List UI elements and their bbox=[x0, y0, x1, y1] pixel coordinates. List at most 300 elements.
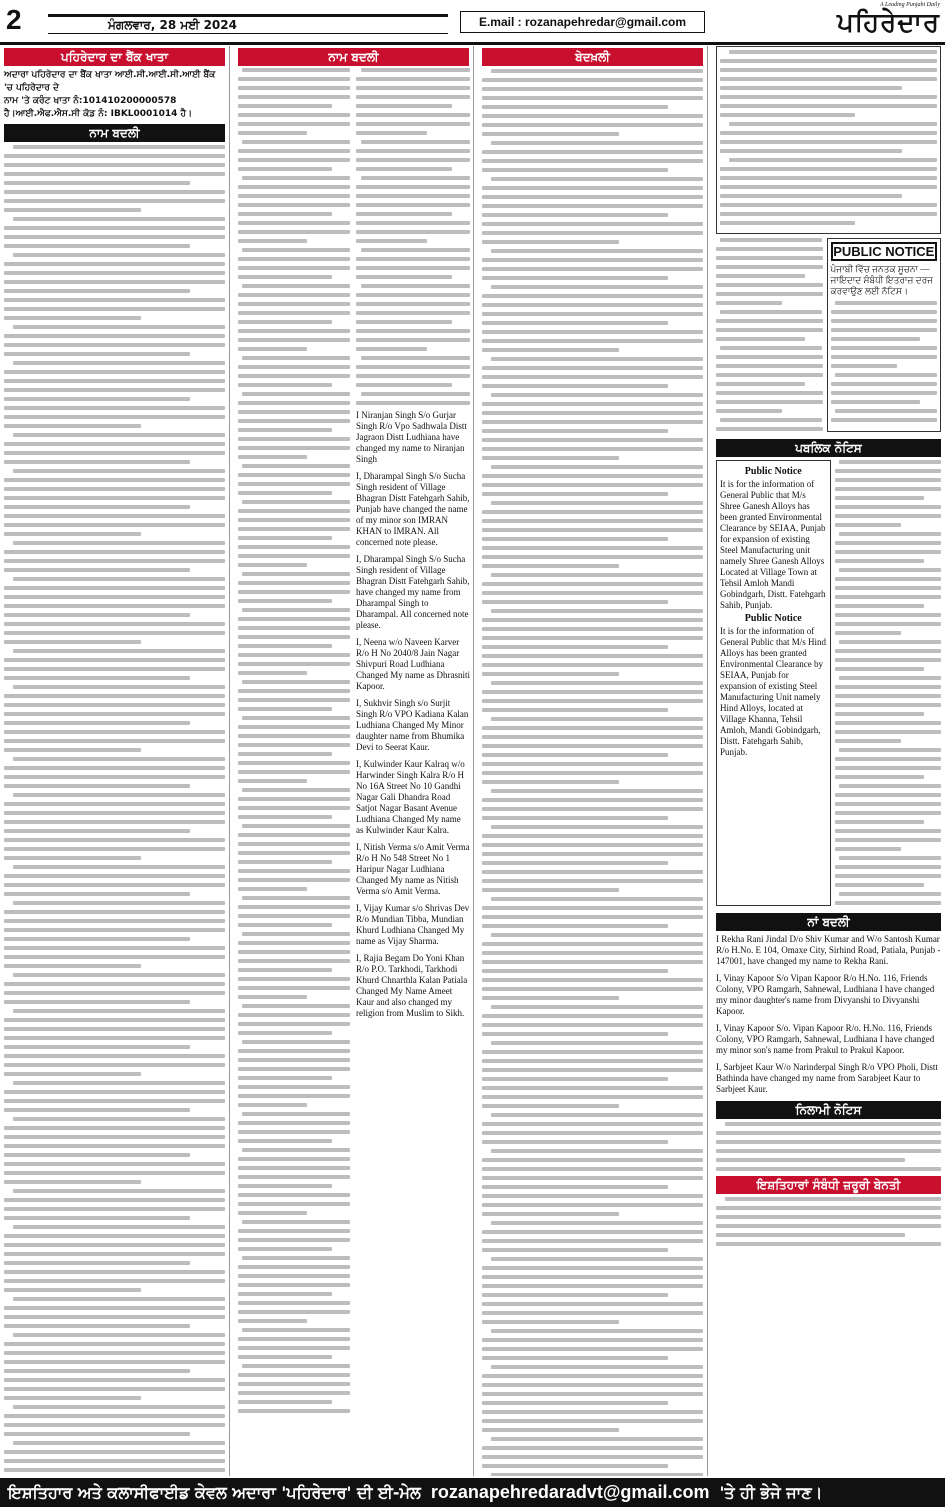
text-line bbox=[238, 1355, 332, 1359]
masthead-rule bbox=[0, 42, 945, 45]
text-line bbox=[482, 834, 703, 838]
text-line bbox=[238, 203, 350, 207]
text-line bbox=[238, 275, 332, 279]
text-line bbox=[238, 599, 332, 603]
name-change-heading-2: ਨਾਮ ਬਦਲੀ bbox=[238, 48, 469, 66]
text-line bbox=[482, 123, 703, 127]
text-line bbox=[238, 293, 350, 297]
text-line bbox=[238, 887, 307, 891]
text-line bbox=[482, 1446, 703, 1450]
text-line bbox=[356, 365, 470, 369]
text-line bbox=[729, 158, 937, 162]
text-line bbox=[720, 346, 822, 350]
text-line bbox=[4, 658, 225, 662]
text-line bbox=[482, 636, 703, 640]
text-line bbox=[238, 1229, 350, 1233]
text-line bbox=[13, 793, 225, 797]
text-line bbox=[482, 654, 703, 658]
text-line bbox=[482, 1392, 703, 1396]
text-line bbox=[482, 447, 703, 451]
text-line bbox=[482, 375, 703, 379]
text-line bbox=[835, 613, 942, 617]
text-line bbox=[482, 1131, 703, 1135]
text-line bbox=[242, 284, 350, 288]
text-line bbox=[482, 1419, 703, 1423]
text-line bbox=[482, 1185, 668, 1189]
text-line bbox=[238, 1085, 350, 1089]
text-line bbox=[716, 409, 782, 413]
text-line bbox=[835, 730, 942, 734]
page-number: 2 bbox=[6, 4, 22, 35]
text-line bbox=[491, 1437, 703, 1441]
english-notice: I, Vijay Kumar s/o Shrivas Dev R/o Mundian Tibba, Mundian Khurd Ludhiana Changed My name as Vijay Sharma. bbox=[356, 903, 470, 946]
text-line bbox=[4, 154, 225, 158]
text-line bbox=[238, 1193, 350, 1197]
text-line bbox=[482, 555, 703, 559]
text-line bbox=[720, 131, 937, 135]
text-line bbox=[835, 838, 942, 842]
text-line bbox=[835, 478, 942, 482]
text-line bbox=[242, 1364, 350, 1368]
text-line bbox=[716, 1158, 905, 1162]
text-line bbox=[361, 248, 470, 252]
text-line bbox=[13, 253, 225, 257]
logo-name: ਪਹਿਰੇਦਾਰ bbox=[837, 8, 940, 38]
bank-line-2: ਨਾਮ 'ਤੇ ਕਰੰਟ ਖਾਤਾ ਨੰ:101410200000578 bbox=[4, 96, 177, 106]
text-line bbox=[716, 265, 823, 269]
text-line bbox=[356, 194, 470, 198]
masthead bbox=[0, 0, 945, 42]
text-line bbox=[482, 87, 703, 91]
text-line bbox=[482, 924, 668, 928]
text-line bbox=[238, 1346, 350, 1350]
text-line bbox=[482, 951, 703, 955]
text-line bbox=[238, 1031, 332, 1035]
text-line bbox=[482, 1140, 668, 1144]
text-line bbox=[13, 1117, 225, 1121]
text-line bbox=[4, 1450, 225, 1454]
text-line bbox=[4, 811, 225, 815]
text-line bbox=[238, 410, 350, 414]
text-line bbox=[4, 883, 225, 887]
text-line bbox=[491, 357, 703, 361]
text-line bbox=[720, 194, 902, 198]
text-line bbox=[238, 644, 332, 648]
text-line bbox=[238, 113, 350, 117]
text-line bbox=[835, 487, 942, 491]
text-line bbox=[482, 114, 703, 118]
text-line bbox=[4, 460, 190, 464]
text-line bbox=[831, 418, 938, 422]
text-line bbox=[839, 640, 941, 644]
text-line bbox=[4, 1396, 141, 1400]
public-notice-title: PUBLIC NOTICE bbox=[831, 242, 938, 261]
english-notice: I, Neena w/o Naveen Karver R/o H No 2040/8 Jain Nagar Shivpuri Road Ludhiana Changed My name as Dhrasniti Kapoor. bbox=[356, 637, 470, 691]
text-line bbox=[482, 1239, 703, 1243]
text-line bbox=[238, 311, 350, 315]
text-line bbox=[482, 1356, 668, 1360]
text-line bbox=[482, 672, 619, 676]
text-line bbox=[482, 843, 703, 847]
text-line bbox=[835, 874, 942, 878]
text-line bbox=[4, 775, 225, 779]
footer-text-left: ਇਸ਼ਤਿਹਾਰ ਅਤੇ ਕਲਾਸੀਫਾਈਡ ਕੇਵਲ ਅਦਾਰਾ 'ਪਹਿਰੇਦਾਰ' ਦੀ ਈ-ਮੇਲ bbox=[8, 1483, 421, 1502]
text-line bbox=[720, 59, 937, 63]
text-line bbox=[13, 865, 225, 869]
text-line bbox=[720, 113, 855, 117]
text-line bbox=[4, 280, 225, 284]
text-line bbox=[831, 355, 938, 359]
text-line bbox=[238, 221, 350, 225]
english-notice: I, Nitish Verma s/o Amit Verma R/o H No 548 Street No 1 Haripur Nagar Ludhiana Changed My name as Nitish Verma s/o Amit Verma. bbox=[356, 842, 470, 896]
text-line bbox=[238, 1238, 350, 1242]
text-line bbox=[482, 996, 619, 1000]
text-line bbox=[720, 203, 937, 207]
text-line bbox=[356, 212, 452, 216]
text-line bbox=[4, 640, 141, 644]
text-line bbox=[4, 352, 190, 356]
text-line bbox=[4, 622, 225, 626]
text-line bbox=[482, 303, 703, 307]
text-line bbox=[835, 883, 924, 887]
text-line bbox=[482, 339, 703, 343]
text-line bbox=[13, 1009, 225, 1013]
text-line bbox=[238, 482, 350, 486]
text-line bbox=[4, 1288, 141, 1292]
text-line bbox=[482, 1095, 703, 1099]
text-line bbox=[835, 802, 942, 806]
text-line bbox=[482, 321, 668, 325]
text-line bbox=[482, 312, 703, 316]
text-line bbox=[238, 1049, 350, 1053]
text-line bbox=[238, 338, 350, 342]
text-line bbox=[238, 1103, 307, 1107]
text-line bbox=[238, 851, 350, 855]
text-line bbox=[482, 348, 619, 352]
text-line bbox=[482, 1068, 703, 1072]
text-line bbox=[238, 1301, 350, 1305]
text-line bbox=[720, 68, 937, 72]
text-line bbox=[720, 418, 822, 422]
text-line bbox=[4, 748, 141, 752]
text-line bbox=[4, 289, 190, 293]
text-line bbox=[242, 464, 350, 468]
text-line bbox=[491, 1257, 703, 1261]
text-line bbox=[356, 86, 470, 90]
text-line bbox=[831, 328, 938, 332]
text-line bbox=[4, 919, 225, 923]
notice-body: It is for the information of General Public that M/s Hind Alloys has been granted Environmental Clearance by SEIAA, Punjab for expansion of existing Steel Manufacturing Unit namely Hind Alloys, located at Village Khanna, Tehsil Amloh, Mandi Gobindgarh, Distt. Fatehgarh Sahib, Punjab. bbox=[720, 626, 826, 757]
classified-text-block bbox=[716, 1197, 941, 1246]
text-line bbox=[13, 145, 225, 149]
text-line bbox=[238, 1247, 332, 1251]
text-line bbox=[238, 995, 307, 999]
text-line bbox=[835, 496, 924, 500]
text-line bbox=[482, 744, 703, 748]
text-line bbox=[482, 78, 703, 82]
text-line bbox=[716, 382, 805, 386]
text-line bbox=[238, 941, 350, 945]
text-line bbox=[491, 501, 703, 505]
text-line bbox=[4, 784, 190, 788]
text-line bbox=[491, 177, 703, 181]
text-line bbox=[4, 613, 190, 617]
text-line bbox=[482, 294, 703, 298]
text-line bbox=[4, 208, 141, 212]
text-line bbox=[482, 132, 619, 136]
text-line bbox=[4, 964, 141, 968]
text-line bbox=[482, 1122, 703, 1126]
text-line bbox=[4, 1279, 225, 1283]
text-line bbox=[482, 1401, 668, 1405]
text-line bbox=[482, 1284, 703, 1288]
text-line bbox=[716, 391, 823, 395]
family-notice-box bbox=[716, 46, 941, 234]
text-line bbox=[720, 104, 937, 108]
text-line bbox=[4, 523, 225, 527]
text-line bbox=[356, 374, 470, 378]
text-line bbox=[482, 1167, 703, 1171]
text-line bbox=[238, 1013, 350, 1017]
text-line bbox=[238, 1292, 332, 1296]
text-line bbox=[238, 1373, 350, 1377]
logo-tagline: A Leading Punjabi Daily bbox=[879, 2, 940, 8]
text-line bbox=[716, 1167, 941, 1171]
text-line bbox=[482, 960, 703, 964]
text-line bbox=[482, 456, 619, 460]
text-line bbox=[482, 1302, 703, 1306]
text-line bbox=[238, 194, 350, 198]
text-line bbox=[482, 942, 703, 946]
text-line bbox=[835, 775, 924, 779]
text-line bbox=[238, 446, 350, 450]
text-line bbox=[729, 122, 937, 126]
classified-text-block bbox=[720, 50, 937, 225]
text-line bbox=[238, 743, 350, 747]
text-line bbox=[482, 195, 703, 199]
text-line bbox=[482, 213, 668, 217]
text-line bbox=[4, 1027, 225, 1031]
classified-text-block bbox=[716, 238, 823, 431]
text-line bbox=[482, 204, 703, 208]
text-line bbox=[482, 483, 703, 487]
text-line bbox=[4, 604, 225, 608]
text-line bbox=[835, 847, 901, 851]
text-line bbox=[238, 662, 350, 666]
text-line bbox=[361, 356, 470, 360]
text-line bbox=[238, 860, 332, 864]
text-line bbox=[482, 1086, 703, 1090]
text-line bbox=[491, 825, 703, 829]
text-line bbox=[238, 347, 307, 351]
text-line bbox=[835, 586, 942, 590]
text-line bbox=[4, 451, 225, 455]
text-line bbox=[242, 896, 350, 900]
text-line bbox=[491, 249, 703, 253]
text-line bbox=[238, 869, 350, 873]
text-line bbox=[238, 590, 350, 594]
notice-column-right bbox=[835, 460, 942, 910]
notice-title: Public Notice bbox=[744, 466, 802, 477]
text-line bbox=[482, 762, 703, 766]
text-line bbox=[238, 950, 350, 954]
english-notices-list bbox=[356, 410, 470, 1019]
text-line bbox=[491, 393, 703, 397]
text-line bbox=[4, 1072, 141, 1076]
text-line bbox=[482, 1347, 703, 1351]
text-line bbox=[238, 752, 332, 756]
text-line bbox=[4, 721, 190, 725]
text-line bbox=[361, 284, 470, 288]
text-line bbox=[482, 726, 703, 730]
text-line bbox=[482, 150, 703, 154]
text-line bbox=[482, 1410, 703, 1414]
text-line bbox=[238, 770, 350, 774]
text-line bbox=[716, 1242, 941, 1246]
text-line bbox=[4, 1036, 225, 1040]
text-line bbox=[831, 382, 938, 386]
text-line bbox=[242, 1256, 350, 1260]
text-line bbox=[839, 532, 941, 536]
text-line bbox=[4, 1054, 225, 1058]
text-line bbox=[491, 1005, 703, 1009]
text-line bbox=[238, 518, 350, 522]
text-line bbox=[238, 185, 350, 189]
text-line bbox=[4, 856, 141, 860]
text-line bbox=[238, 95, 350, 99]
text-line bbox=[242, 68, 350, 72]
text-line bbox=[482, 1104, 619, 1108]
newspaper-logo bbox=[760, 2, 940, 42]
text-line bbox=[835, 766, 942, 770]
text-line bbox=[361, 392, 470, 396]
text-line bbox=[238, 419, 350, 423]
text-line bbox=[238, 815, 332, 819]
text-line bbox=[356, 230, 470, 234]
column-2b bbox=[356, 68, 470, 1025]
text-line bbox=[716, 292, 823, 296]
text-line bbox=[4, 199, 225, 203]
public-notice-heading-pa: ਪਬਲਿਕ ਨੋਟਿਸ bbox=[716, 439, 941, 457]
text-line bbox=[4, 1198, 225, 1202]
text-line bbox=[238, 1274, 350, 1278]
text-line bbox=[482, 582, 703, 586]
text-line bbox=[482, 987, 703, 991]
text-line bbox=[835, 505, 942, 509]
text-line bbox=[482, 771, 703, 775]
text-line bbox=[491, 1113, 703, 1117]
text-line bbox=[835, 649, 942, 653]
text-line bbox=[716, 1224, 941, 1228]
english-notice: I, Sarbjeet Kaur W/o Narinderpal Singh R/o VPO Pholi, Distt Bathinda have changed my name from Sarabjeet Kaur to Sarbjeet Kaur. bbox=[716, 1062, 938, 1094]
text-line bbox=[4, 946, 225, 950]
text-line bbox=[4, 1378, 225, 1382]
text-line bbox=[482, 591, 703, 595]
text-line bbox=[238, 806, 350, 810]
text-line bbox=[242, 572, 350, 576]
text-line bbox=[238, 365, 350, 369]
text-line bbox=[238, 779, 307, 783]
text-line bbox=[238, 1130, 350, 1134]
text-line bbox=[831, 391, 938, 395]
text-line bbox=[238, 842, 350, 846]
text-line bbox=[238, 1409, 350, 1413]
text-line bbox=[13, 1333, 225, 1337]
text-line bbox=[4, 586, 225, 590]
column-1 bbox=[0, 46, 230, 1476]
text-line bbox=[238, 1139, 332, 1143]
notice-body: It is for the information of General Public that M/s Shree Ganesh Alloys has been granted Environmental Clearance by SEIAA, Punjab for expansion of existing Steel Manufacturing unit namely Shree Ganesh Alloys Located at Village Town at Tehsil Amloh Mandi Gobindgarh, Distt. Fatehgarh Sahib, Punjab. bbox=[720, 479, 826, 610]
text-line bbox=[482, 735, 703, 739]
text-line bbox=[238, 374, 350, 378]
text-line bbox=[4, 1018, 225, 1022]
text-line bbox=[831, 364, 897, 368]
text-line bbox=[835, 559, 924, 563]
text-line bbox=[13, 1405, 225, 1409]
text-line bbox=[4, 1135, 225, 1139]
text-line bbox=[835, 694, 942, 698]
text-line bbox=[356, 338, 470, 342]
english-notice: I, Rajia Begam Do Yoni Khan R/o P.O. Tarkhodi, Tarkhodi Khurd Chnarthla Kalan Patiala Changed My Name Ameet Kaur and also changed my religion from Muslim to Sikh. bbox=[356, 953, 468, 1018]
text-line bbox=[482, 267, 703, 271]
text-line bbox=[4, 1216, 190, 1220]
text-line bbox=[238, 1184, 332, 1188]
text-line bbox=[482, 1158, 703, 1162]
text-line bbox=[238, 707, 332, 711]
text-line bbox=[4, 1306, 225, 1310]
text-line bbox=[482, 1455, 703, 1459]
text-line bbox=[716, 427, 823, 431]
text-line bbox=[491, 1473, 703, 1476]
text-line bbox=[238, 86, 350, 90]
text-line bbox=[835, 541, 942, 545]
text-line bbox=[238, 653, 350, 657]
text-line bbox=[242, 824, 350, 828]
text-line bbox=[242, 680, 350, 684]
text-line bbox=[13, 649, 225, 653]
text-line bbox=[4, 487, 225, 491]
english-notice: I, Vinay Kapoor S/o Vipan Kapoor R/o H.No. 116, Friends Colony, VPO Ramgarh, Sahnewal, Ludhiana I have changed my minor daughter's name from Divyanshi to Divyanshi Kapoor. bbox=[716, 973, 935, 1016]
text-line bbox=[361, 140, 470, 144]
text-line bbox=[238, 131, 307, 135]
text-line bbox=[4, 1090, 225, 1094]
text-line bbox=[482, 492, 668, 496]
bank-line-1: ਅਦਾਰਾ ਪਹਿਰੇਦਾਰ ਦਾ ਬੈਂਕ ਖਾਤਾ ਆਈ.ਸੀ.ਆਈ.ਸੀ.ਆਈ ਬੈਂਕ 'ਚ ਪਹਿਰੇਦਾਰ ਦੇ bbox=[4, 70, 216, 93]
text-line bbox=[4, 1351, 225, 1355]
text-line bbox=[4, 496, 225, 500]
text-line bbox=[238, 1175, 350, 1179]
text-line bbox=[716, 301, 782, 305]
text-line bbox=[4, 829, 190, 833]
text-line bbox=[4, 820, 225, 824]
text-line bbox=[238, 1202, 350, 1206]
text-line bbox=[4, 1414, 225, 1418]
text-line bbox=[238, 149, 350, 153]
text-line bbox=[13, 1225, 225, 1229]
text-line bbox=[4, 802, 225, 806]
text-line bbox=[725, 1197, 941, 1201]
text-line bbox=[238, 554, 350, 558]
text-line bbox=[4, 838, 225, 842]
text-line bbox=[4, 307, 225, 311]
text-line bbox=[4, 1000, 190, 1004]
text-line bbox=[242, 1112, 350, 1116]
text-line bbox=[356, 266, 470, 270]
english-notice: I, Vinay Kapoor S/o. Vipan Kapoor R/o. H.No. 116, Friends Colony, VPO Ramgarh, Sahnewal, Ludhiana I have changed my minor son's name from Prakul to Prakul Kapoor. bbox=[716, 1023, 935, 1055]
text-line bbox=[835, 604, 924, 608]
text-line bbox=[242, 1004, 350, 1008]
text-line bbox=[4, 442, 225, 446]
